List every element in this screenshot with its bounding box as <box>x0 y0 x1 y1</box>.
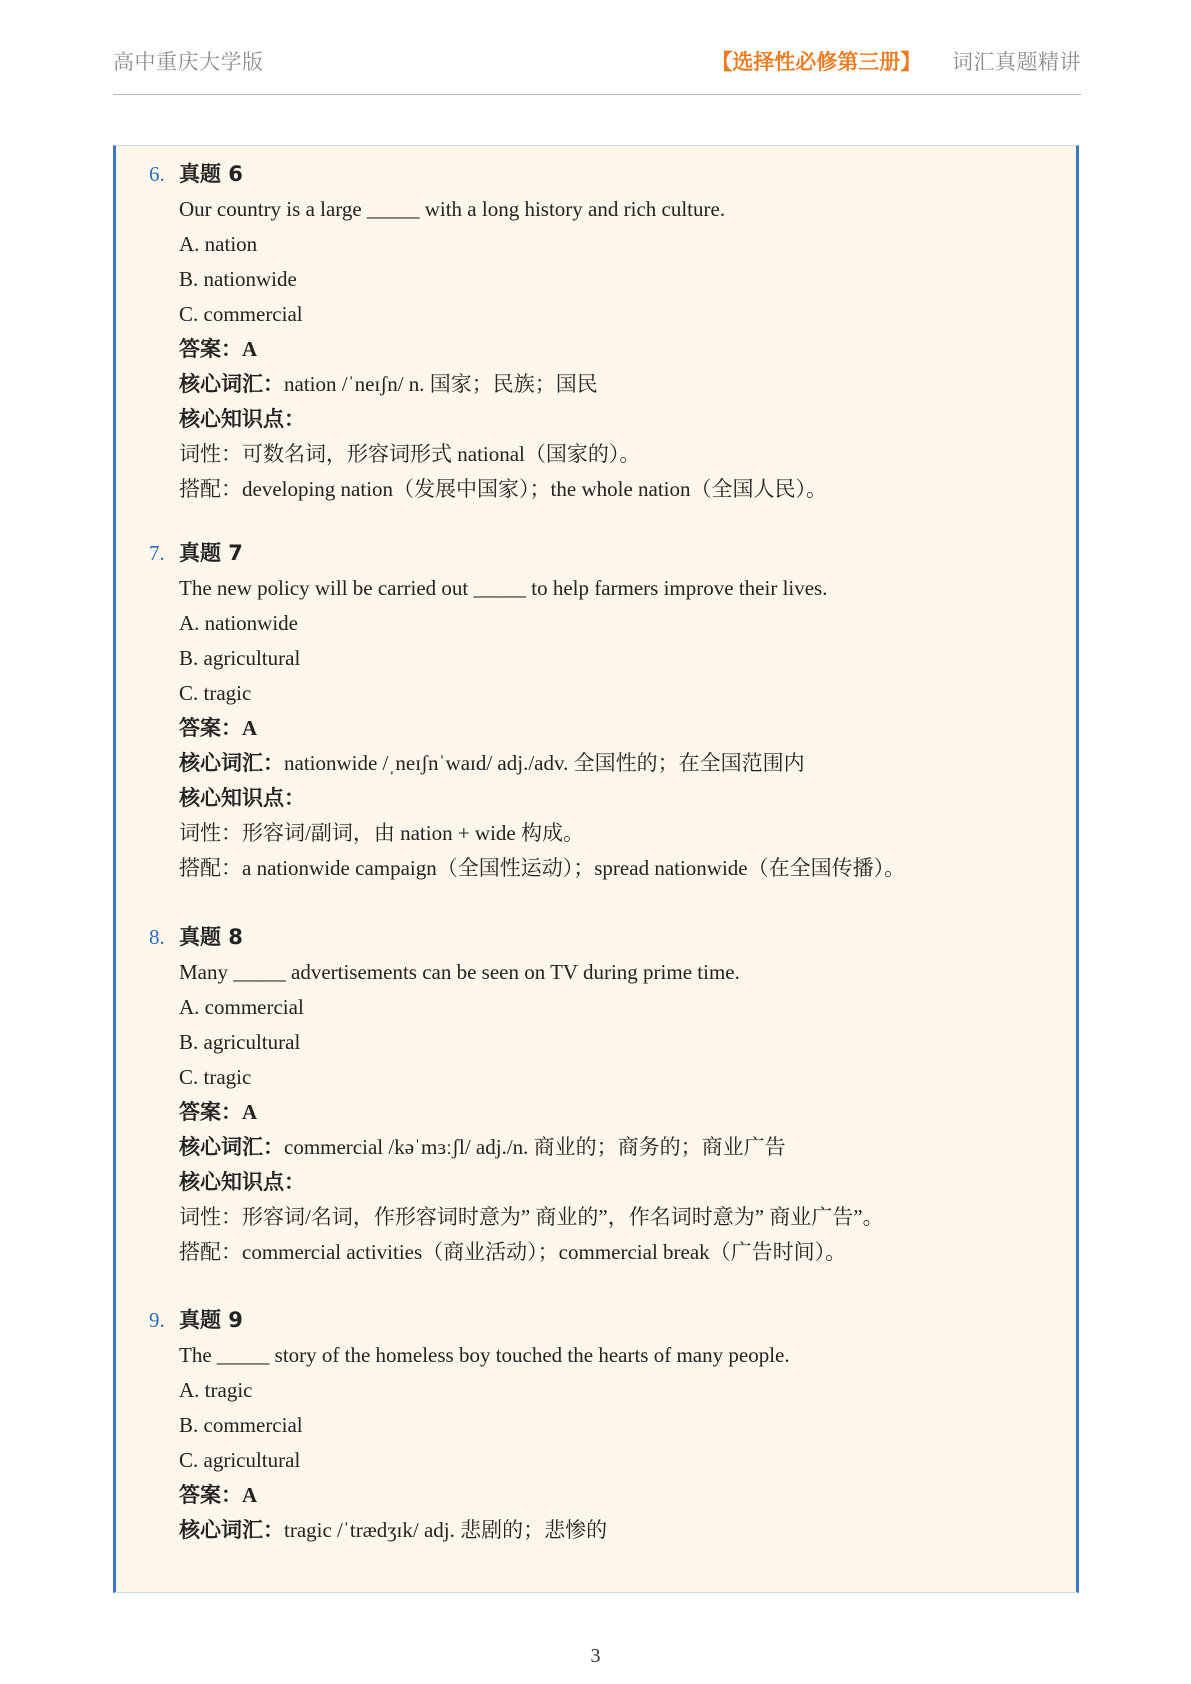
header-volume-tag: 【选择性必修第三册】 <box>711 50 922 74</box>
answer-line <box>179 711 257 746</box>
vocab-entry: tragic /ˈtrædʒɪk/ adj. 悲剧的；悲惨的 <box>284 1518 608 1542</box>
option-a: A. tragic <box>179 1378 253 1402</box>
question-number: 8. <box>149 925 165 949</box>
page-header <box>113 44 1081 95</box>
option-b: B. nationwide <box>179 267 297 291</box>
question-number: 9. <box>149 1308 165 1332</box>
vocab-label: 核心词汇： <box>179 1518 284 1542</box>
question-stem: Many _____ advertisements can be seen on TV during prime time. <box>179 960 740 984</box>
points-label: 核心知识点： <box>179 407 305 431</box>
option-c: C. agricultural <box>179 1448 301 1472</box>
point-collocation: 搭配：a nationwide campaign（全国性运动）；spread nationwide（在全国传播）。 <box>179 856 906 880</box>
option-a: A. nationwide <box>179 611 298 635</box>
answer-label: 答案： <box>179 337 242 361</box>
vocab-label: 核心词汇： <box>179 372 284 396</box>
answer-value: A <box>242 1100 258 1124</box>
answer-line <box>179 1478 257 1513</box>
answer-value: A <box>242 1483 258 1507</box>
answer-line <box>179 1095 257 1130</box>
question-panel <box>113 145 1079 1593</box>
vocab-line <box>179 1513 607 1548</box>
vocab-entry: nationwide /ˌneɪʃnˈwaɪd/ adj./adv. 全国性的；在全国范围内 <box>284 751 805 775</box>
vocab-label: 核心词汇： <box>179 751 284 775</box>
vocab-label: 核心词汇： <box>179 1135 284 1159</box>
option-a: A. nation <box>179 232 258 256</box>
answer-line <box>179 332 257 367</box>
point-part-of-speech: 词性：形容词/名词，作形容词时意为” 商业的”，作名词时意为” 商业广告”。 <box>179 1205 884 1229</box>
vocab-entry: nation /ˈneɪʃn/ n. 国家；民族；国民 <box>284 372 598 396</box>
header-right-group <box>711 46 1081 76</box>
option-c: C. commercial <box>179 302 303 326</box>
question-title: 真题 6 <box>179 162 243 186</box>
option-a: A. commercial <box>179 995 304 1019</box>
vocab-line <box>179 746 805 781</box>
page-number: 3 <box>590 1645 601 1667</box>
vocab-entry: commercial /kəˈmɜːʃl/ adj./n. 商业的；商务的；商业广告 <box>284 1135 786 1159</box>
point-collocation: 搭配：developing nation（发展中国家）；the whole nation（全国人民）。 <box>179 477 828 501</box>
point-part-of-speech: 词性：形容词/副词，由 nation + wide 构成。 <box>179 821 584 845</box>
option-b: B. commercial <box>179 1413 303 1437</box>
header-course-title: 高中重庆大学版 <box>113 50 264 74</box>
question-number: 7. <box>149 541 165 565</box>
points-label: 核心知识点： <box>179 1170 305 1194</box>
point-collocation: 搭配：commercial activities（商业活动）；commercial break（广告时间）。 <box>179 1240 847 1264</box>
question-title: 真题 8 <box>179 925 243 949</box>
question-title: 真题 7 <box>179 541 243 565</box>
option-c: C. tragic <box>179 1065 252 1089</box>
option-b: B. agricultural <box>179 1030 301 1054</box>
question-stem: The new policy will be carried out _____ to help farmers improve their lives. <box>179 576 828 600</box>
vocab-line <box>179 367 598 402</box>
answer-value: A <box>242 337 258 361</box>
point-part-of-speech: 词性：可数名词，形容词形式 national（国家的）。 <box>179 442 641 466</box>
header-section-title: 词汇真题精讲 <box>952 50 1081 74</box>
answer-label: 答案： <box>179 1483 242 1507</box>
answer-label: 答案： <box>179 716 242 740</box>
question-stem: The _____ story of the homeless boy touched the hearts of many people. <box>179 1343 790 1367</box>
points-label: 核心知识点： <box>179 786 305 810</box>
vocab-line <box>179 1130 786 1165</box>
question-title: 真题 9 <box>179 1308 243 1332</box>
answer-label: 答案： <box>179 1100 242 1124</box>
option-b: B. agricultural <box>179 646 301 670</box>
question-number: 6. <box>149 162 165 186</box>
answer-value: A <box>242 716 258 740</box>
question-stem: Our country is a large _____ with a long history and rich culture. <box>179 197 726 221</box>
option-c: C. tragic <box>179 681 252 705</box>
